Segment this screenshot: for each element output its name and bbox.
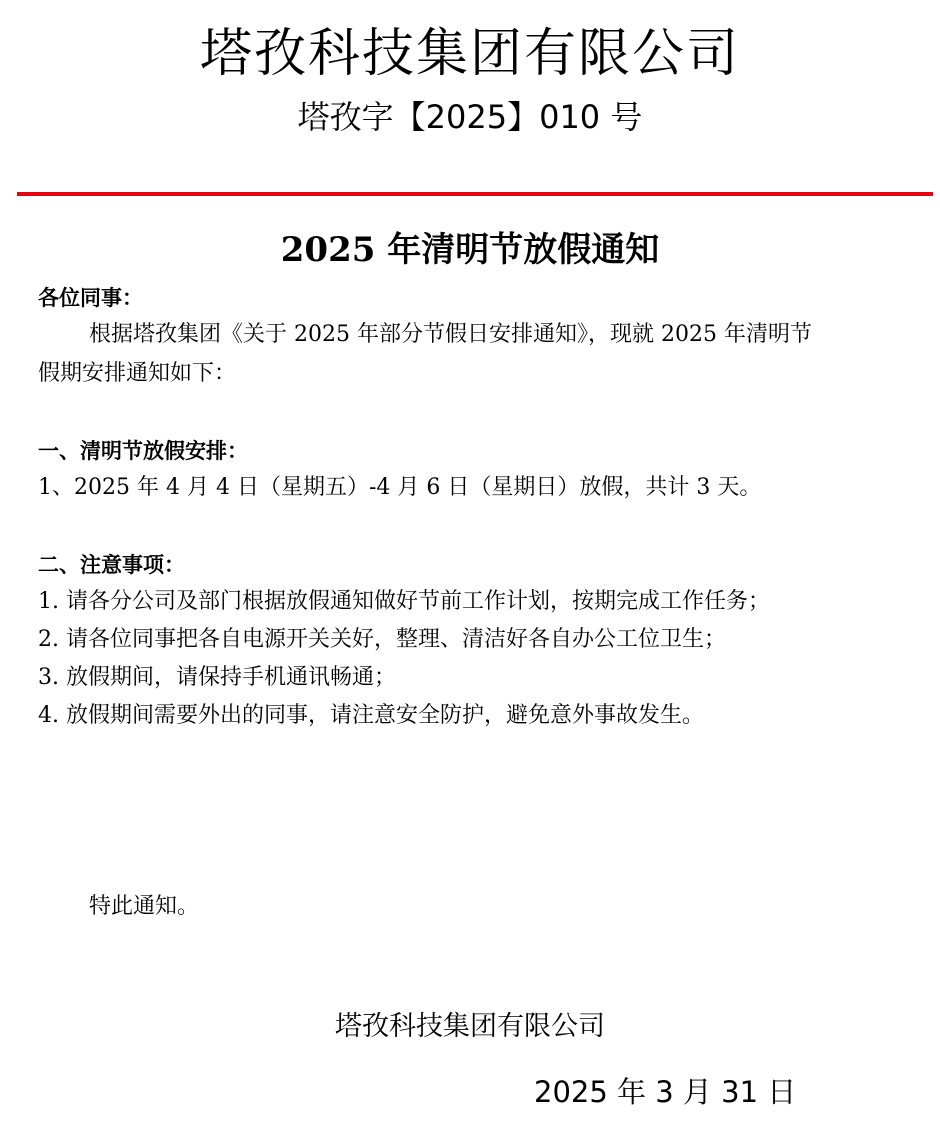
note-item: 3. 放假期间，请保持手机通讯畅通； [38, 665, 396, 690]
intro-line-1: 根据塔孜集团《关于 2025 年部分节假日安排通知》，现就 2025 年清明节 [89, 322, 812, 347]
notice-title: 2025 年清明节放假通知 [280, 230, 660, 270]
section-heading-holiday: 一、清明节放假安排： [38, 439, 248, 463]
section-heading-notes: 二、注意事项： [38, 553, 185, 577]
note-item: 2. 请各位同事把各自电源开关关好，整理、清洁好各自办公工位卫生； [38, 627, 726, 652]
organization-title: 塔孜科技集团有限公司 [199, 24, 740, 84]
note-item: 1. 请各分公司及部门根据放假通知做好节前工作计划，按期完成工作任务； [38, 589, 770, 614]
holiday-arrangement-item: 1、2025 年 4 月 4 日（星期五）-4 月 6 日（星期日）放假，共计 3 天。 [38, 475, 762, 500]
document-number: 塔孜字【2025】010 号 [297, 98, 643, 136]
signature-date: 2025 年 3 月 31 日 [534, 1075, 797, 1109]
signature-organization: 塔孜科技集团有限公司 [335, 1011, 605, 1042]
salutation: 各位同事： [38, 286, 143, 310]
note-item: 4. 放假期间需要外出的同事，请注意安全防护，避免意外事故发生。 [38, 703, 704, 728]
red-header-divider [17, 192, 933, 196]
intro-line-2: 假期安排通知如下： [38, 361, 237, 386]
closing-text: 特此通知。 [89, 894, 200, 919]
